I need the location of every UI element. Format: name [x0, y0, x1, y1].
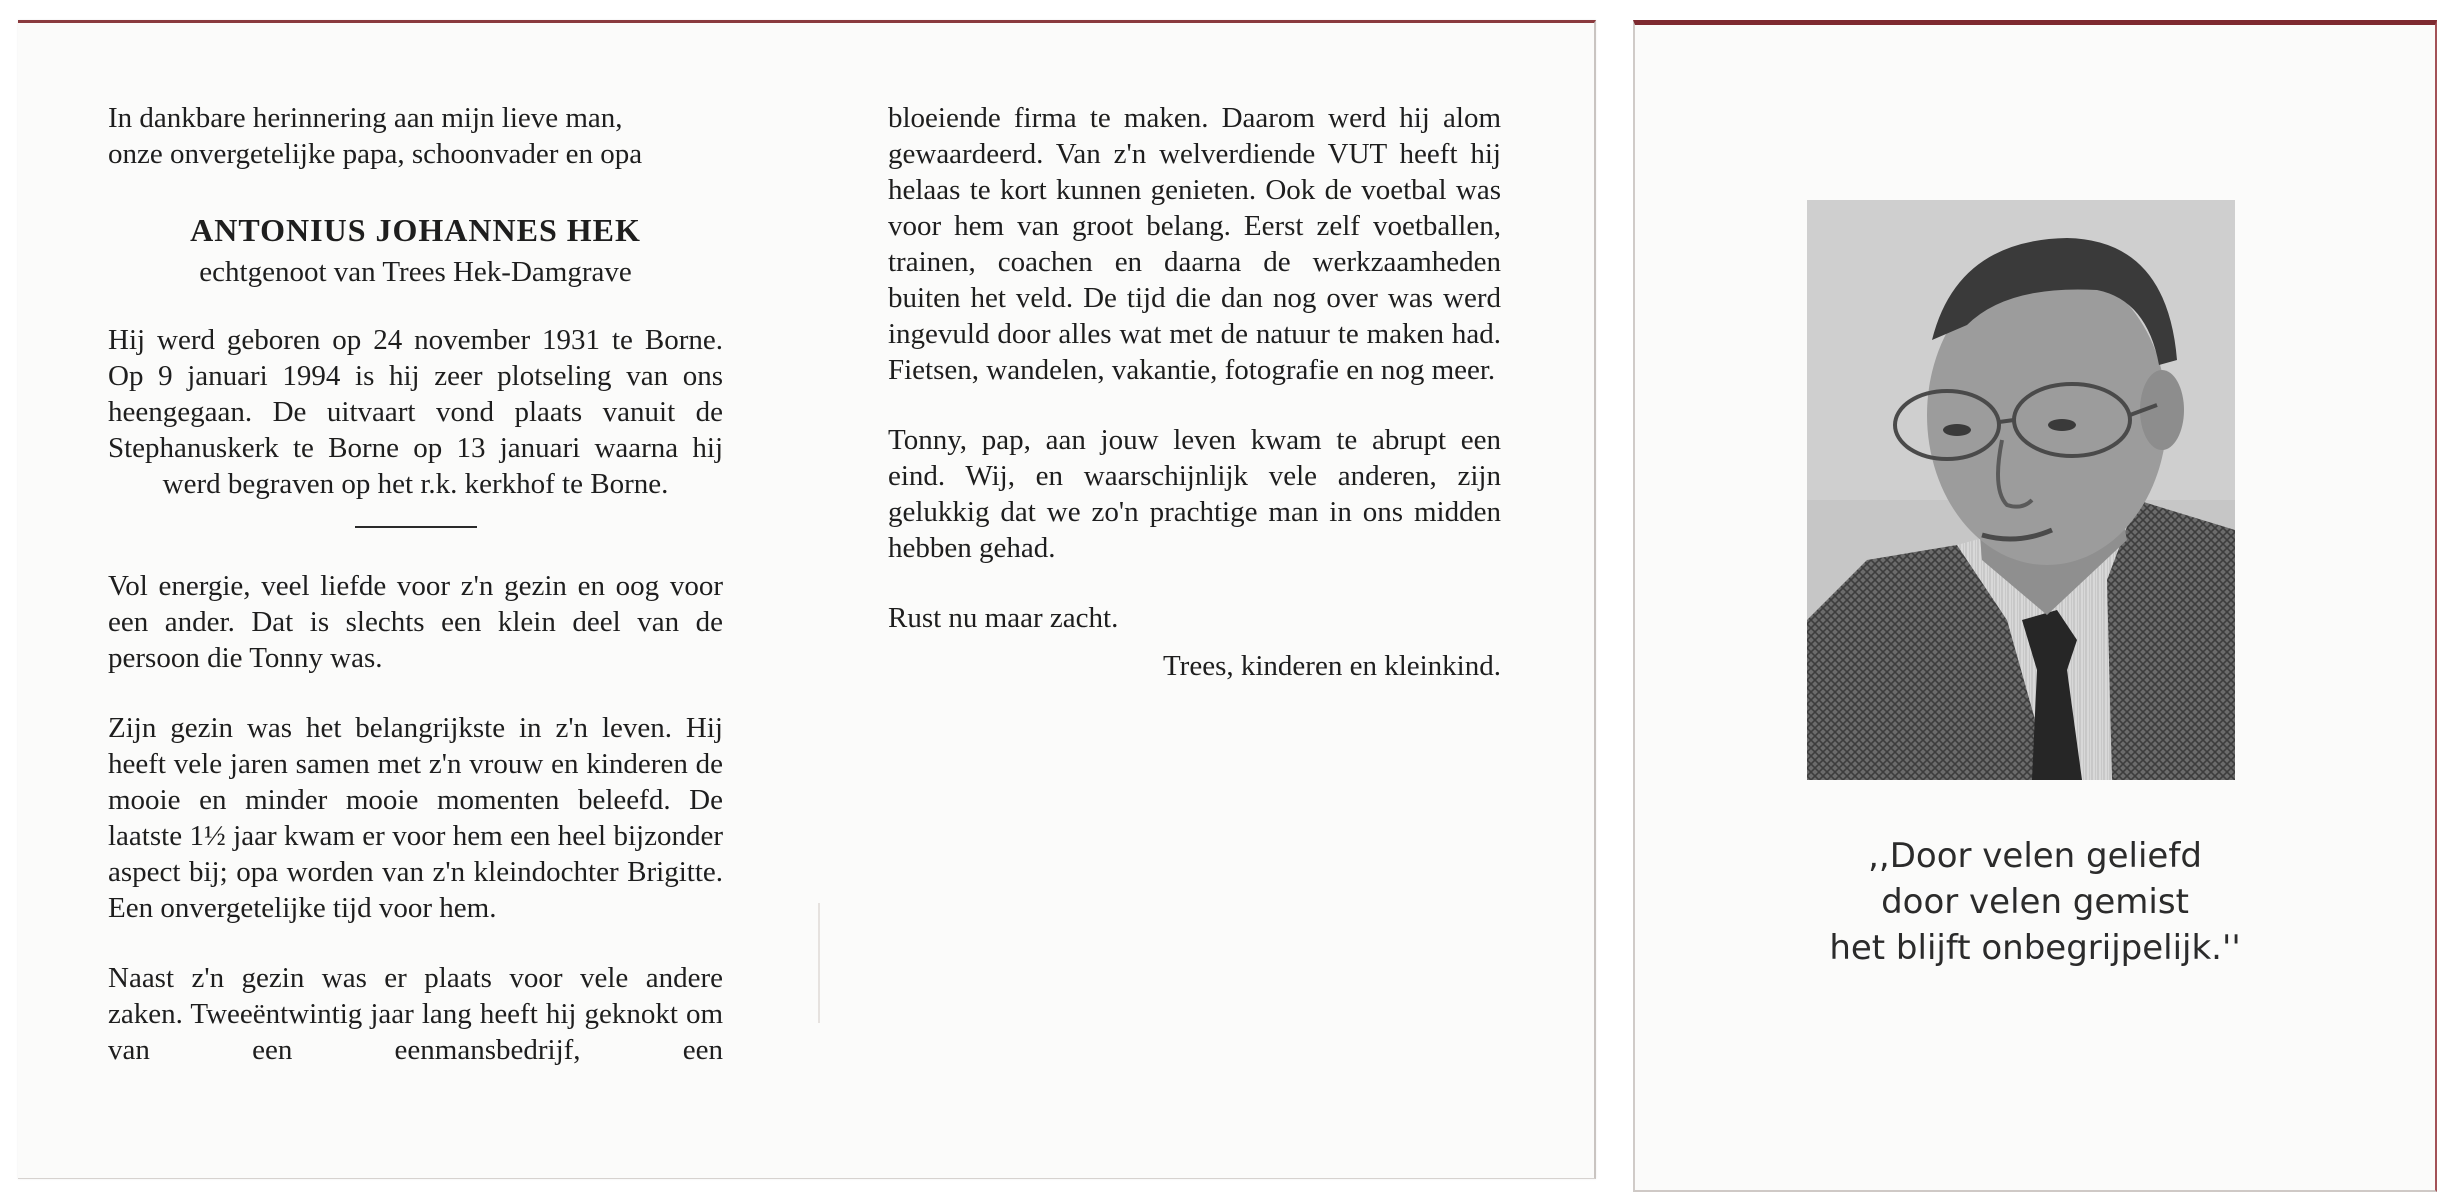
quote-line-2: door velen gemist — [1881, 882, 2189, 922]
signature-line: Trees, kinderen en kleinkind. — [1162, 650, 1501, 682]
quote-line-1: ,,Door velen geliefd — [1868, 836, 2202, 876]
quote-block — [1635, 833, 2435, 971]
fold-line — [818, 903, 820, 1023]
left-column — [108, 100, 723, 1102]
work-paragraph-start: Naast z'n gezin was er plaats voor vele andere zaken. Tweeëntwintig jaar lang heeft hij geknokt om van een eenmansbedrijf, een — [108, 962, 723, 1066]
energy-paragraph: Vol energie, veel liefde voor z'n gezin en oog voor een ander. Dat is slechts een klein deel van de persoon die Tonny was. — [108, 570, 723, 674]
separator-rule — [355, 526, 477, 528]
rest-line: Rust nu maar zacht. — [888, 602, 1119, 634]
deceased-name: ANTONIUS JOHANNES HEK — [190, 212, 641, 248]
farewell-paragraph: Tonny, pap, aan jouw leven kwam te abrupt een eind. Wij, en waarschijnlijk vele anderen, zijn gelukkig dat we zo'n prachtige man in ons midden hebben gehad. — [888, 424, 1501, 564]
portrait-photo — [1807, 200, 2235, 780]
family-paragraph: Zijn gezin was het belangrijkste in z'n leven. Hij heeft vele jaren samen met z'n vrouw en kinderen de mooie en minder mooie momenten beleefd. De laatste 1½ jaar kwam er voor hem een heel bijzonder aspect bij; opa worden van z'n kleindochter Brigitte. Een onvergetelijke tijd voor hem. — [108, 712, 723, 924]
portrait-photo-icon — [1807, 200, 2235, 780]
intro-line-2: onze onvergetelijke papa, schoonvader en opa — [108, 138, 643, 170]
intro-line-1: In dankbare herinnering aan mijn lieve man, — [108, 102, 623, 134]
spouse-line: echtgenoot van Trees Hek-Damgrave — [199, 256, 632, 288]
quote-line-3: het blijft onbegrijpelijk.'' — [1829, 928, 2241, 968]
birth-death-paragraph: Hij werd geboren op 24 november 1931 te Borne. Op 9 januari 1994 is hij zeer plotseling van ons heengegaan. De uitvaart vond plaats vanuit de Stephanuskerk te Borne op 13 januari waarna hij werd begraven op het r.k. kerkhof te Borne. — [108, 324, 723, 500]
memorial-card-front — [1633, 20, 2437, 1192]
middle-column — [888, 100, 1501, 684]
work-paragraph-end: bloeiende firma te maken. Daarom werd hij alom gewaardeerd. Van z'n welverdiende VUT heeft hij helaas te kort kunnen genieten. Ook de voetbal was voor hem van groot belang. Eerst zelf voetballen, trainen, coachen en daarna de werkzaamheden buiten het veld. De tijd die dan nog over was werd ingevuld door alles wat met de natuur te maken had. Fietsen, wandelen, vakantie, fotografie en nog meer. — [888, 102, 1501, 386]
